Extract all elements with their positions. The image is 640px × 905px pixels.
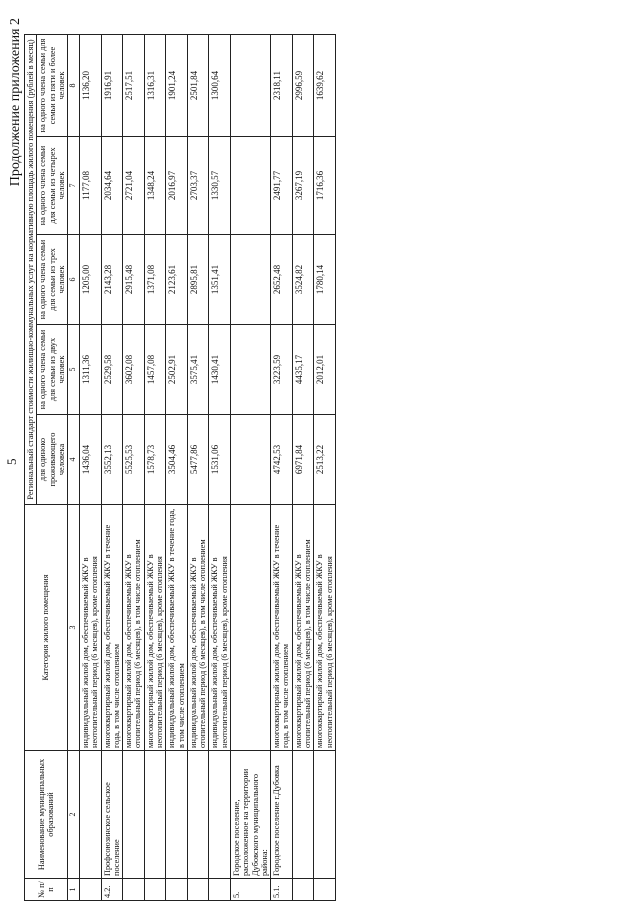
cost-value-2: 3602,08 — [123, 325, 145, 415]
table-row — [271, 35, 293, 901]
cost-value-4: 1716,36 — [314, 137, 336, 235]
cost-value-2: 3223,59 — [271, 325, 293, 415]
housing-category: многоквартирный жилой дом, обеспечиваемый ЖКУ в отопительный период (6 месяцев), в том числе отоплением — [123, 505, 145, 751]
cost-value-4: 1330,57 — [209, 137, 231, 235]
table-body — [80, 35, 336, 901]
cost-value-1: 4742,53 — [271, 415, 293, 505]
cost-value-1: 5525,53 — [123, 415, 145, 505]
colnum-7: 7 — [68, 137, 80, 235]
standards-table — [24, 34, 336, 901]
municipality-name — [209, 751, 231, 879]
header-standard: Региональный стандарт стоимости жилищно-коммунальных услуг на нормативную площадь жилого помещения (рублей в месяц) — [25, 35, 37, 505]
cost-value-5: 2996,59 — [292, 35, 314, 137]
municipality-name — [80, 751, 102, 879]
cost-value-3: 2915,48 — [123, 235, 145, 325]
cost-value-3: 3524,82 — [292, 235, 314, 325]
cost-value-1: 6971,84 — [292, 415, 314, 505]
table-row — [144, 35, 166, 901]
row-number — [80, 879, 102, 901]
colnum-8: 8 — [68, 35, 80, 137]
colnum-5: 5 — [68, 325, 80, 415]
cost-value-5: 1316,31 — [144, 35, 166, 137]
table-row — [80, 35, 102, 901]
cost-value-3: 1371,08 — [144, 235, 166, 325]
cost-value-2: 3575,41 — [187, 325, 209, 415]
header-category: Категория жилого помещения — [25, 505, 68, 751]
cost-value-5: 1136,20 — [80, 35, 102, 137]
housing-category: индивидуальный жилой дом, обеспечиваемый ЖКУ в неотопительный период (6 месяцев), кроме отопления — [209, 505, 231, 751]
colnum-3: 3 — [68, 505, 80, 751]
row-number: 5.1. — [271, 879, 293, 901]
municipality-name — [144, 751, 166, 879]
housing-category: многоквартирный жилой дом, обеспечиваемый ЖКУ в неотопительный период (6 месяцев), кроме отопления — [144, 505, 166, 751]
header-sub-4: на одного члена семьи для семьи из четырех человек — [37, 137, 68, 235]
cost-value-2: 4435,17 — [292, 325, 314, 415]
header-no: № п/п — [25, 879, 68, 901]
cost-value-5: 1901,24 — [166, 35, 188, 137]
cost-value-1: 3552,13 — [101, 415, 123, 505]
cost-value-5: 2318,11 — [271, 35, 293, 137]
cost-value-2: 1311,36 — [80, 325, 102, 415]
cost-value-2: 1430,41 — [209, 325, 231, 415]
table-row — [187, 35, 209, 901]
table-row — [314, 35, 336, 901]
municipality-name: Профсоюзинское сельское поселение — [101, 751, 123, 879]
row-number — [314, 879, 336, 901]
colnum-1: 1 — [68, 879, 80, 901]
row-number — [187, 879, 209, 901]
cost-value-1: 3504,46 — [166, 415, 188, 505]
row-number — [209, 879, 231, 901]
header-sub-1: для одиноко проживающего человека — [37, 415, 68, 505]
continuation-label: Продолжение приложения 2 — [8, 18, 23, 187]
colnum-6: 6 — [68, 235, 80, 325]
table-row — [101, 35, 123, 901]
cost-value-1 — [231, 415, 271, 505]
cost-value-4: 1348,24 — [144, 137, 166, 235]
header-sub-2: на одного члена семьи для семьи из двух человек — [37, 325, 68, 415]
cost-value-1: 2513,22 — [314, 415, 336, 505]
housing-category: индивидуальный жилой дом, обеспечиваемый ЖКУ в неотопительный период (6 месяцев), кроме отопления — [80, 505, 102, 751]
cost-value-4 — [231, 137, 271, 235]
table-row — [123, 35, 145, 901]
municipality-name — [123, 751, 145, 879]
cost-value-2 — [231, 325, 271, 415]
cost-value-3: 1205,00 — [80, 235, 102, 325]
table-row — [231, 35, 271, 901]
cost-value-3: 1780,14 — [314, 235, 336, 325]
cost-value-5 — [231, 35, 271, 137]
cost-value-3: 2143,28 — [101, 235, 123, 325]
table-row — [166, 35, 188, 901]
cost-value-4: 3267,19 — [292, 137, 314, 235]
cost-value-5: 1300,64 — [209, 35, 231, 137]
cost-value-4: 1177,08 — [80, 137, 102, 235]
cost-value-4: 2703,37 — [187, 137, 209, 235]
cost-value-1: 1578,73 — [144, 415, 166, 505]
cost-value-2: 2529,58 — [101, 325, 123, 415]
housing-category: многоквартирный жилой дом, обеспечиваемый ЖКУ в течение года, в том числе отоплением — [101, 505, 123, 751]
cost-value-2: 2012,01 — [314, 325, 336, 415]
housing-category: индивидуальный жилой дом, обеспечиваемый ЖКУ в течение года, в том числе отоплением — [166, 505, 188, 751]
cost-value-1: 5477,86 — [187, 415, 209, 505]
cost-value-5: 1916,91 — [101, 35, 123, 137]
housing-category: индивидуальный жилой дом, обеспечиваемый ЖКУ в отопительный период (6 месяцев), в том числе отоплением — [187, 505, 209, 751]
row-number — [144, 879, 166, 901]
row-number — [166, 879, 188, 901]
cost-value-3: 2895,81 — [187, 235, 209, 325]
municipality-name: Городское поселение, расположенное на территории Дубовского муниципального района: — [231, 751, 271, 879]
housing-category: многоквартирный жилой дом, обеспечиваемый ЖКУ в течение года, в том числе отоплением — [271, 505, 293, 751]
cost-value-1: 1531,06 — [209, 415, 231, 505]
page-number: 5 — [4, 458, 19, 465]
row-number — [123, 879, 145, 901]
cost-value-5: 1639,62 — [314, 35, 336, 137]
header-sub-5: на одного члена семьи для семьи из пяти и более человек — [37, 35, 68, 137]
colnum-4: 4 — [68, 415, 80, 505]
municipality-name: Городское поселение г.Дубовка — [271, 751, 293, 879]
cost-value-2: 2502,91 — [166, 325, 188, 415]
row-number — [292, 879, 314, 901]
municipality-name — [166, 751, 188, 879]
table-row — [292, 35, 314, 901]
housing-category: многоквартирный жилой дом, обеспечиваемый ЖКУ в неотопительный период (6 месяцев), кроме отопления — [314, 505, 336, 751]
cost-value-3: 2652,48 — [271, 235, 293, 325]
cost-value-3: 1351,41 — [209, 235, 231, 325]
cost-value-1: 1436,04 — [80, 415, 102, 505]
municipality-name — [292, 751, 314, 879]
municipality-name — [314, 751, 336, 879]
municipality-name — [187, 751, 209, 879]
cost-value-4: 2491,77 — [271, 137, 293, 235]
housing-category — [231, 505, 271, 751]
row-number: 4.2. — [101, 879, 123, 901]
header-sub-3: на одного члена семьи для семьи из трех человек — [37, 235, 68, 325]
cost-value-4: 2034,64 — [101, 137, 123, 235]
cost-value-2: 1457,08 — [144, 325, 166, 415]
housing-category: многоквартирный жилой дом, обеспечиваемый ЖКУ в отопительный период (6 месяцев), в том числе отоплением — [292, 505, 314, 751]
cost-value-4: 2721,04 — [123, 137, 145, 235]
cost-value-3: 2123,61 — [166, 235, 188, 325]
colnum-2: 2 — [68, 751, 80, 879]
cost-value-3 — [231, 235, 271, 325]
cost-value-5: 2501,84 — [187, 35, 209, 137]
table-row — [209, 35, 231, 901]
cost-value-4: 2016,97 — [166, 137, 188, 235]
header-name: Наименование муниципальных образований — [25, 751, 68, 879]
row-number: 5. — [231, 879, 271, 901]
cost-value-5: 2517,51 — [123, 35, 145, 137]
